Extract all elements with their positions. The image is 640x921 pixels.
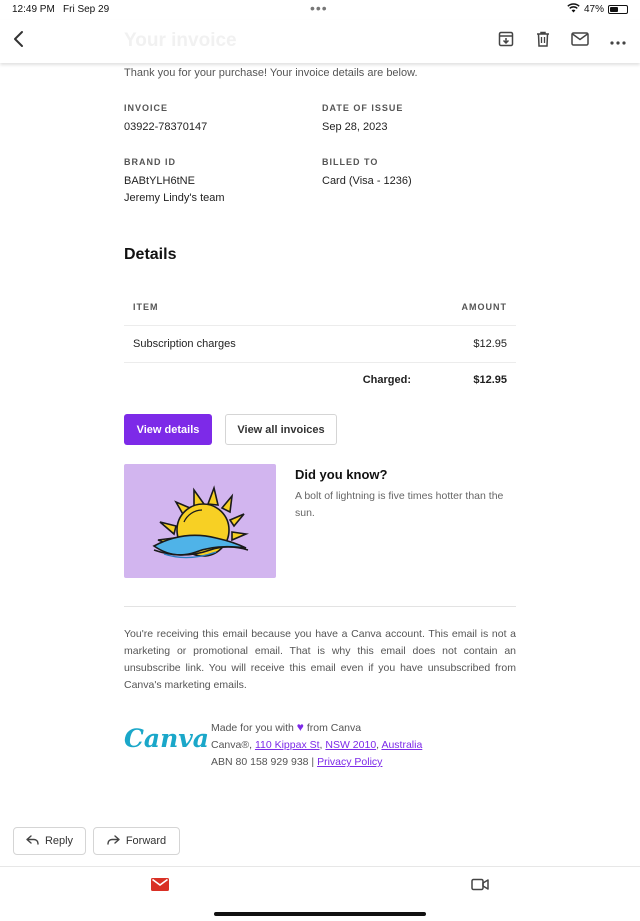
intro-text: Thank you for your purchase! Your invoice details are below. (124, 67, 418, 79)
details-heading: Details (124, 246, 177, 263)
abn-text: ABN 80 158 929 938 | (211, 756, 315, 768)
heart-icon: ♥ (296, 720, 304, 734)
forward-label: Forward (125, 835, 167, 847)
company-name: Canva®, (211, 739, 253, 751)
trash-icon (536, 31, 550, 52)
reply-icon (26, 835, 39, 848)
from-canva-text: from Canva (306, 722, 362, 734)
battery-percent: 47% (583, 4, 604, 15)
chevron-left-icon (12, 30, 24, 53)
status-bar (0, 0, 640, 20)
top-toolbar (0, 20, 640, 63)
more-button[interactable] (607, 30, 629, 52)
invoice-number: 03922-78370147 (124, 121, 208, 133)
disclaimer-text: You're receiving this email because you have a Canva account. This email is not a marketing or promotional email. That is why this email does not contain an unsubscribe link. You will receive this email even if you have unsubscribed from Canva's marketing emails. (124, 628, 516, 691)
address-state-link[interactable]: NSW 2010 (325, 739, 377, 751)
home-indicator[interactable] (214, 912, 426, 916)
reply-label: Reply (44, 835, 74, 847)
charged-value: $12.95 (473, 374, 507, 386)
view-details-button[interactable]: View details (124, 414, 212, 445)
delete-button[interactable] (532, 30, 554, 52)
status-date: Fri Sep 29 (63, 4, 110, 15)
brand-id: BABtYLH6tNE (124, 175, 195, 187)
canva-logo: Canva (124, 724, 209, 753)
forward-icon (107, 835, 120, 848)
mark-unread-button[interactable] (569, 30, 591, 52)
mail-icon (571, 32, 589, 51)
privacy-policy-link[interactable]: Privacy Policy (317, 756, 383, 768)
status-time: 12:49 PM (12, 4, 55, 15)
battery-icon (608, 5, 628, 14)
back-button[interactable] (8, 29, 28, 53)
billed-value: Card (Visa - 1236) (322, 175, 412, 187)
meet-tab[interactable] (470, 879, 490, 895)
archive-button[interactable] (495, 30, 517, 52)
row-divider (124, 325, 516, 326)
charged-label: Charged: (362, 374, 411, 386)
divider (124, 606, 516, 607)
battery-fill (610, 7, 618, 12)
column-header-amount: AMOUNT (461, 302, 507, 312)
forward-button[interactable] (93, 827, 180, 855)
made-for-you-text: Made for you with (211, 722, 294, 734)
billed-label: BILLED TO (322, 157, 379, 167)
reply-button[interactable] (13, 827, 86, 855)
invoice-label: INVOICE (124, 103, 169, 113)
video-camera-icon (471, 878, 489, 896)
archive-icon (498, 31, 514, 52)
footer-info: Made for you with ♥ from Canva Canva®, 110 Kippax St, NSW 2010, Australia ABN 80 158 929 938 | Privacy Policy (211, 720, 423, 768)
table-row-item: Subscription charges (133, 338, 236, 350)
row-divider (124, 362, 516, 363)
promo-text: A bolt of lightning is five times hotter than the sun. (295, 490, 504, 519)
column-header-item: ITEM (133, 302, 159, 312)
address-street-link[interactable]: 110 Kippax St (254, 739, 320, 751)
status-right (567, 3, 628, 16)
table-row-amount: $12.95 (473, 338, 507, 350)
wifi-icon (567, 3, 580, 16)
brand-label: BRAND ID (124, 157, 176, 167)
page-title: Your invoice (124, 30, 237, 51)
view-all-invoices-button[interactable]: View all invoices (225, 414, 337, 445)
date-value: Sep 28, 2023 (322, 121, 388, 133)
bottom-navigation (0, 866, 640, 921)
address-country-link[interactable]: Australia (381, 739, 423, 751)
multitasking-dots[interactable]: ••• (310, 0, 328, 16)
sun-illustration (124, 464, 276, 578)
more-icon (610, 32, 626, 50)
date-label: DATE OF ISSUE (322, 103, 404, 113)
brand-team: Jeremy Lindy's team (124, 192, 225, 204)
mail-tab[interactable] (150, 879, 170, 895)
promo-title: Did you know? (295, 467, 388, 482)
gmail-icon (151, 878, 169, 896)
